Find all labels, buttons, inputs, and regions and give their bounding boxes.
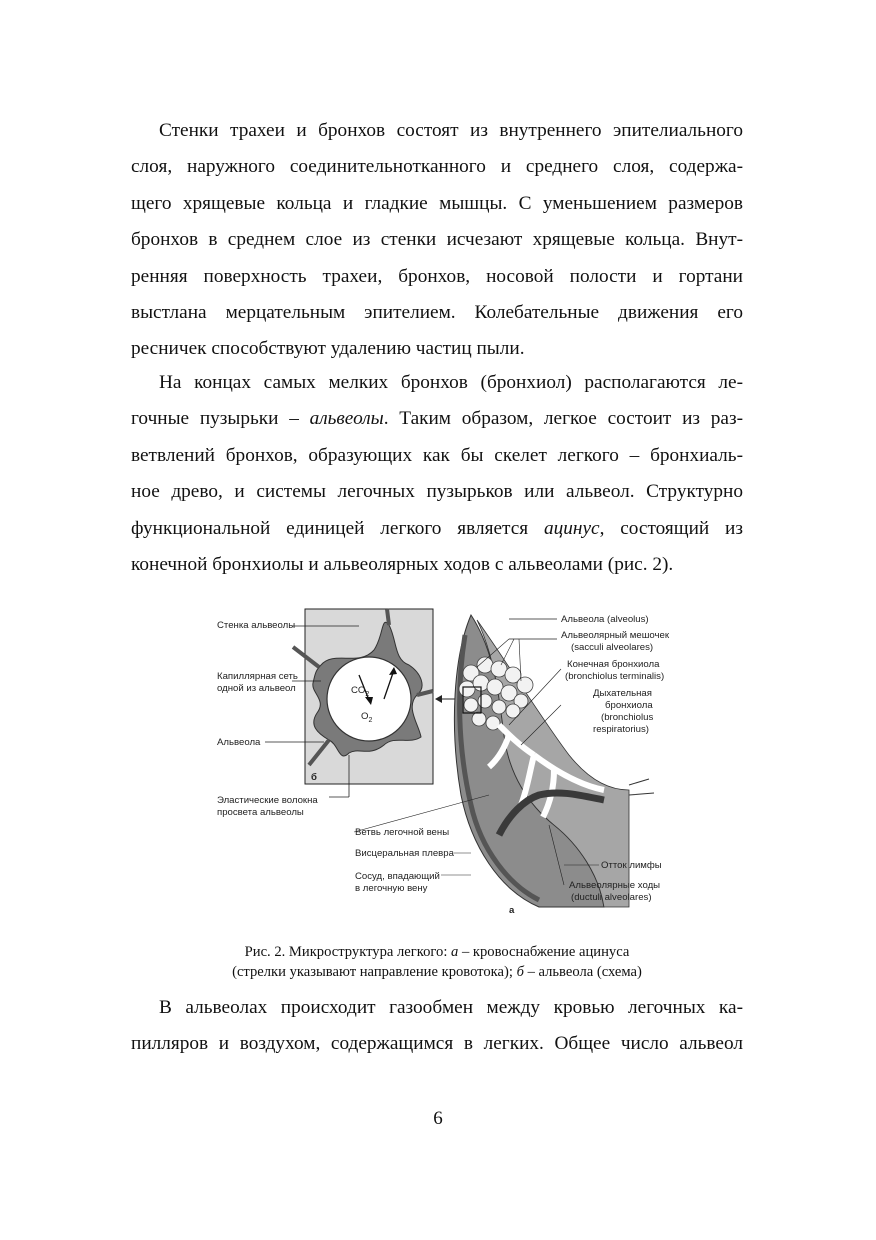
label-terminal-1: Конечная бронхиола	[567, 659, 660, 670]
panel-b-label: б	[311, 772, 317, 783]
text-line: ренняя поверхность трахеи, бронхов, носовой полости и гортани	[131, 265, 743, 287]
label-alveolus: Альвеола (alveolus)	[561, 614, 649, 625]
caption-line	[131, 962, 743, 982]
panel-a-label: а	[509, 905, 515, 916]
caption-letter-a: а	[451, 944, 459, 960]
panel-b-alveola-scheme	[293, 609, 433, 784]
caption-text: (стрелки указывают направление кровотока);	[232, 964, 517, 980]
text-line: пилляров и воздухом, содержащимся в легких. Общее число альвеол	[131, 1033, 743, 1055]
label-elastic-1: Эластические волокна	[217, 795, 318, 806]
label-vessel-1: Сосуд, впадающий	[355, 871, 440, 882]
caption-text: – кровоснабжение ацинуса	[458, 944, 630, 960]
link-arrow	[435, 695, 442, 703]
label-capillary-2: одной из альвеол	[217, 683, 296, 694]
label-resp-2: бронхиола	[605, 700, 653, 711]
o2-label: $O_2$	[361, 711, 373, 724]
label-vein-branch: Ветвь легочной вены	[355, 827, 450, 838]
label-ducts-1: Альвеолярные ходы	[569, 880, 661, 891]
label-resp-3: (bronchiolus	[601, 712, 654, 723]
text-span: функциональной единицей легкого является	[131, 517, 544, 539]
label-alveola-wall: Стенка альвеолы	[217, 620, 296, 631]
label-resp-1: Дыхательная	[593, 688, 652, 699]
text-line: Стенки трахеи и бронхов состоят из внутреннего эпителиального	[159, 120, 743, 141]
text-line: ное древо, и системы легочных пузырьков или альвеол. Структурно	[131, 481, 743, 503]
text-line: ветвлений бронхов, образующих как бы скелет легкого – бронхиаль-	[131, 444, 743, 466]
label-lymph: Отток лимфы	[601, 860, 662, 871]
label-resp-4: respiratorius)	[593, 724, 649, 735]
label-vessel-2: в легочную вену	[355, 883, 428, 894]
text-line: В альвеолах происходит газообмен между кровью легочных ка-	[159, 997, 743, 1018]
text-span: гочные пузырьки –	[131, 408, 310, 430]
text-span: . Таким образом, легкое состоит из раз-	[383, 408, 743, 430]
caption-text: – альвеола (схема)	[523, 964, 642, 980]
label-terminal-2: (bronchiolus terminalis)	[565, 671, 665, 682]
page-number: 6	[433, 1108, 443, 1129]
caption-text: Рис. 2. Микроструктура легкого:	[244, 944, 452, 960]
term-acinus: ацинус	[543, 517, 600, 539]
term-alveoli: альвеолы	[309, 408, 384, 430]
text-line: слоя, наружного соединительнотканного и среднего слоя, содержа-	[131, 156, 743, 178]
label-capillary-1: Капиллярная сеть	[217, 671, 298, 682]
text-line: бронхов в среднем слое из стенки исчезают хрящевые кольца. Внут-	[131, 229, 743, 251]
text-line	[131, 401, 743, 437]
label-pleura: Висцеральная плевра	[355, 848, 454, 859]
text-line: выстлана мерцательным эпителием. Колебательные движения его	[131, 302, 743, 324]
paragraph-3	[131, 990, 743, 1063]
text-line: конечной бронхиолы и альвеолярных ходов с альвеолами (рис. 2).	[131, 554, 674, 576]
text-line: На концах самых мелких бронхов (бронхиол) располагаются ле-	[159, 372, 743, 393]
text-line	[131, 511, 743, 547]
text-line: ресничек способствуют удалению частиц пыли.	[131, 338, 525, 360]
paragraph-1	[131, 113, 743, 368]
lung-microstructure-figure	[209, 595, 679, 920]
label-elastic-2: просвета альвеолы	[217, 807, 304, 818]
label-sac-2: (sacculi alveolares)	[571, 642, 654, 653]
co2-label: $CO_2$	[351, 685, 370, 698]
text-span: , состоящий из	[599, 517, 743, 539]
label-sac-1: Альвеолярный мешочек	[561, 630, 670, 641]
caption-line	[131, 942, 743, 962]
figure-caption	[131, 942, 743, 982]
caption-letter-b: б	[516, 964, 524, 980]
label-ducts-2: (ductuli alveolares)	[571, 892, 652, 903]
text-line: щего хрящевые кольца и гладкие мышцы. С уменьшением размеров	[131, 192, 743, 214]
paragraph-2	[131, 365, 743, 583]
label-alveola: Альвеола	[217, 737, 261, 748]
